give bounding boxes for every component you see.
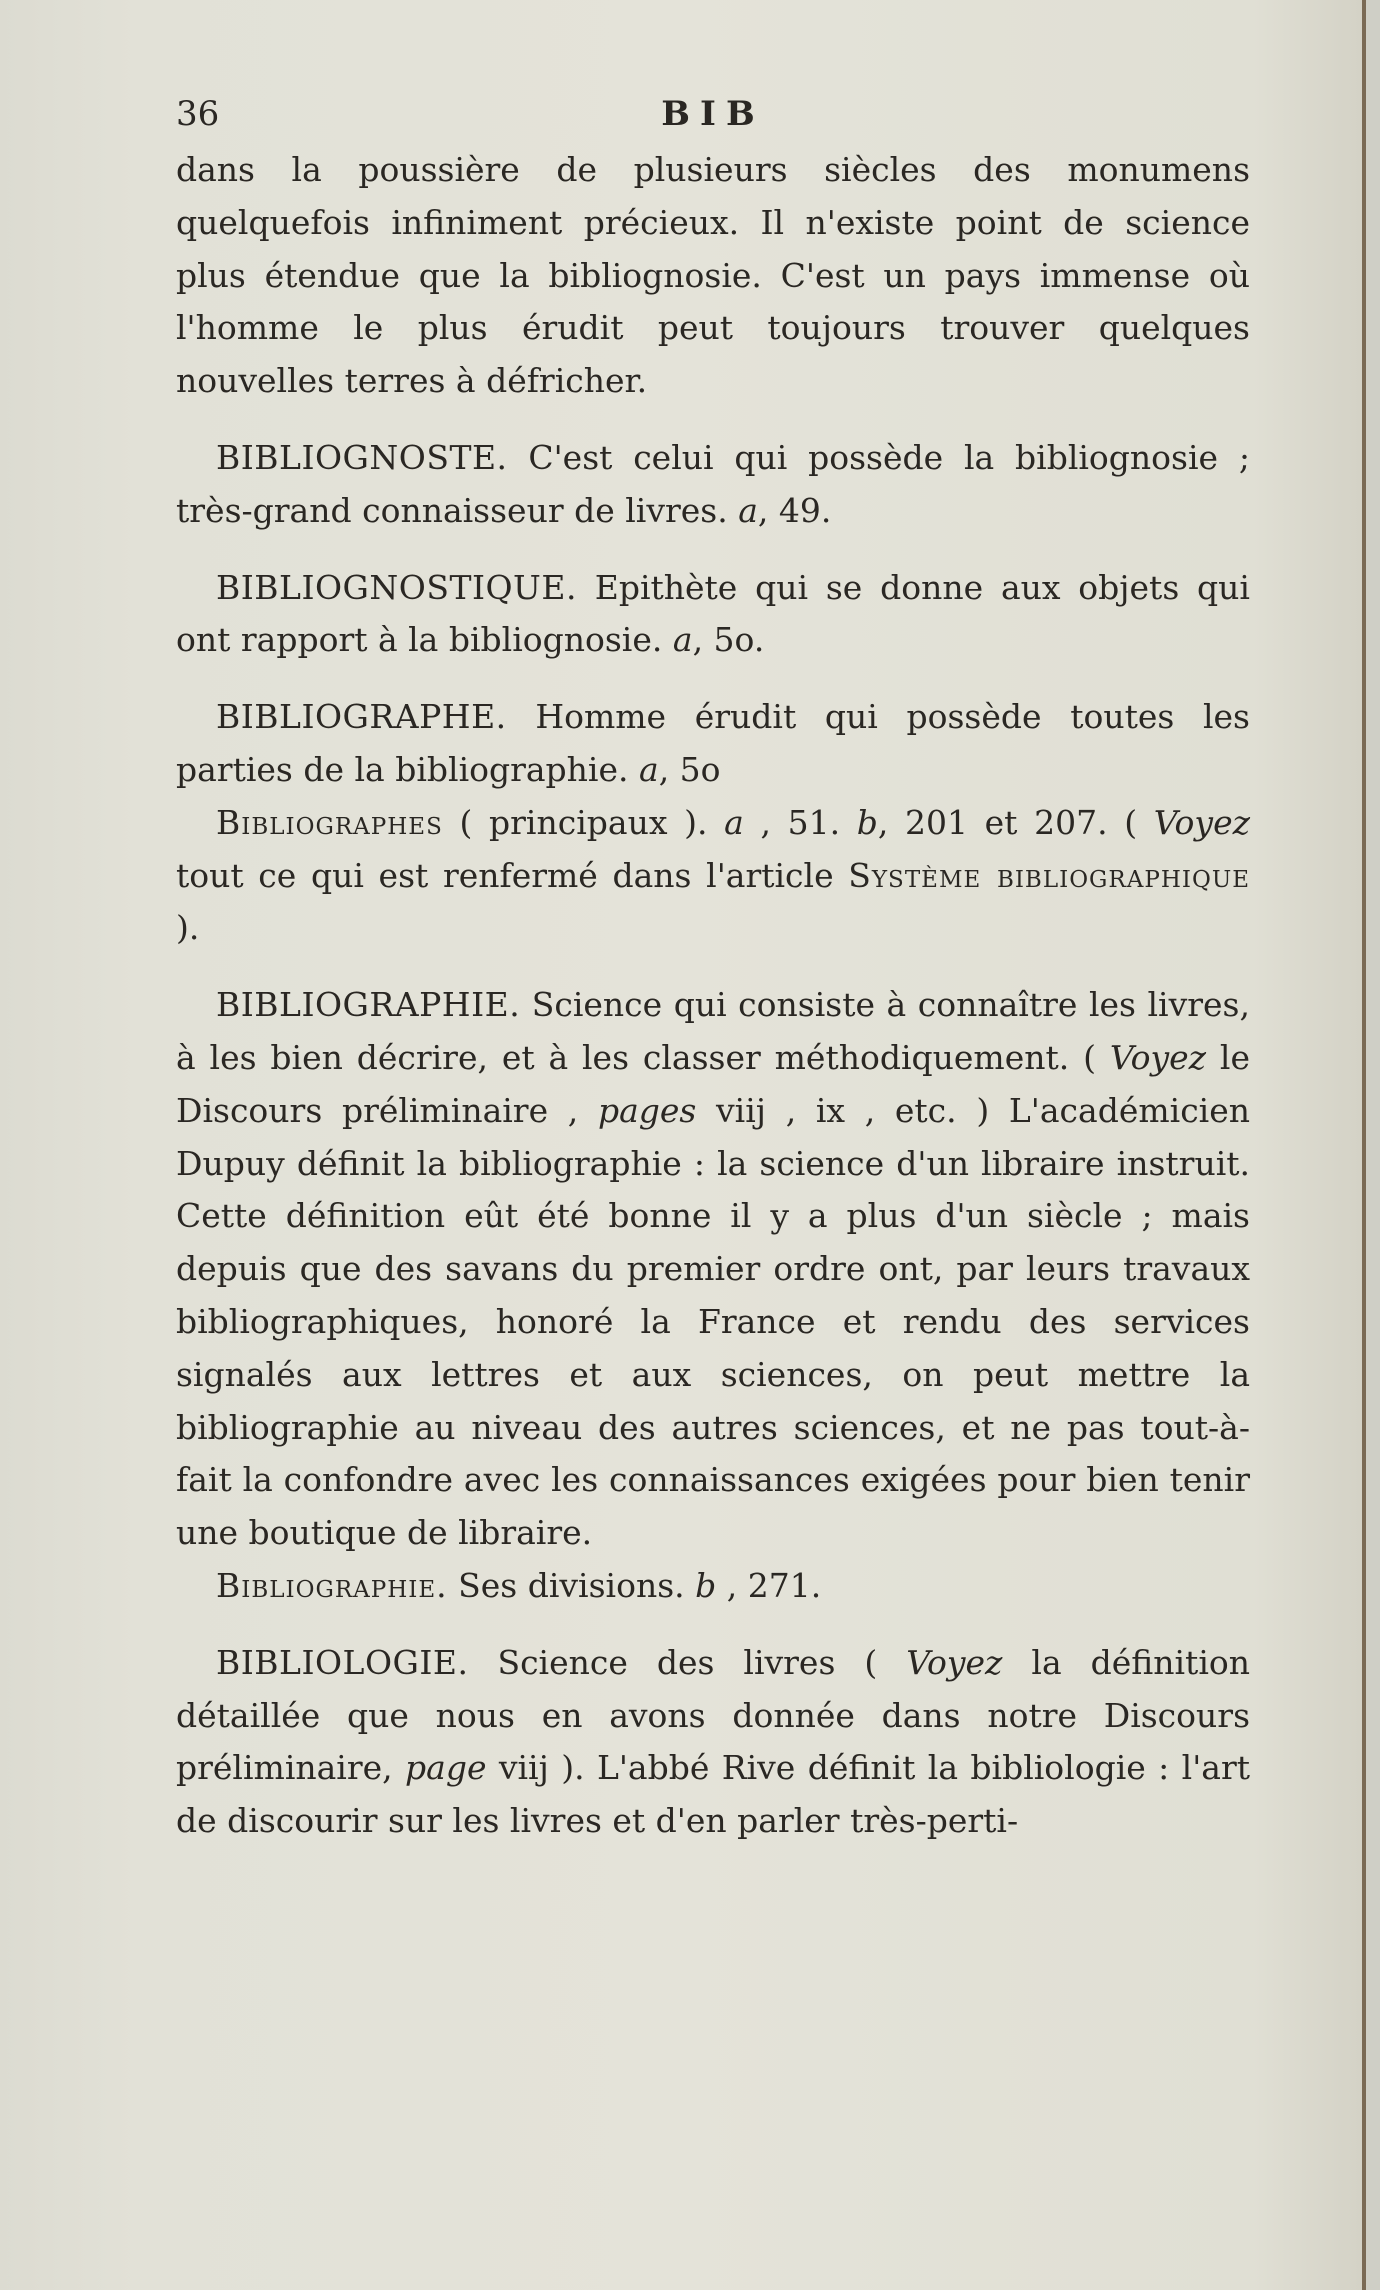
ref-page: , 5o [658,749,721,789]
entry-body: Science qui consiste à connaître les livres, à les bien décrire, et à les classer méthodiquement. ( [176,985,1250,1077]
ref-page: , 49. [757,490,832,530]
headword: BIBLIOGNOSTE. [216,437,508,477]
entry-body: ( principaux ). [442,802,725,842]
pages-label: pages [597,1090,697,1130]
entry-body: la définition détaillée que nous en avons donnée dans notre Discours préliminaire, [176,1642,1250,1788]
entry-bibliographe [176,691,1250,797]
voyez-label: Voyez [906,1642,1003,1682]
entry-body: le Discours préliminaire , [176,1037,1251,1130]
page-label: page [405,1748,487,1788]
page-number: 36 [176,94,220,134]
ref-letter: a [672,620,693,660]
entry-bibliognostique [176,562,1250,668]
ref-letter: b [695,1565,717,1605]
entry-bibliognoste [176,432,1250,538]
entry-body: Ses divisions. [447,1565,696,1605]
entry-bibliographes [176,797,1250,955]
continuation-paragraph: dans la poussière de plusieurs siècles des monumens quelquefois infiniment précieux. Il n'existe point de science plus étendue que la bibliognosie. C'est un pays immense où l'homme le plus érudit peut toujours trouver quelques nouvelles terres à défricher. [176,150,1250,401]
voyez-label: Voyez [1109,1037,1207,1077]
entry-body: Epithète qui se donne aux objets qui ont rapport à la bibliognosie. [176,567,1250,660]
headword: Bibliographie. [216,1565,448,1605]
entry-body: C'est celui qui possède la bibliognosie ; très-grand connaisseur de livres. [176,437,1250,530]
entry-body: ). [176,908,200,948]
entry-bibliologie [176,1637,1250,1848]
entry-body: viij , ix , etc. ) L'académicien Dupuy définit la bibliographie : la science d'un libraire instruit. Cette définition eût été bonne il y a plus d'un siècle ; mais depuis que des savans du premier ordre ont, par leurs travaux bibliographiques, honoré la France et rendu des services signalés aux lettres et aux sciences, on peut mettre la bibliographie au niveau des autres sciences, et ne pas tout-à-fait la confondre avec les connaissances exigées pour bien tenir une boutique de libraire. [176,1090,1251,1553]
voyez-label: Voyez [1153,802,1250,842]
ref-page: , 51. [743,802,857,842]
ref-page: , 201 et 207. ( [877,802,1154,842]
entry-bibliographie [176,979,1250,1560]
adjacent-page [1366,0,1380,2290]
cross-reference: Système bibliographique [848,855,1250,895]
entry-body: tout ce qui est renfermé dans l'article [176,855,849,895]
entry-bibliographie-divisions [176,1560,1250,1613]
headword: BIBLIOLOGIE. [216,1642,469,1682]
headword: BIBLIOGRAPHE. [216,697,507,737]
entry-body: Homme érudit qui possède toutes les parties de la bibliographie. [176,697,1250,789]
ref-page: , 5o. [692,620,765,660]
ref-letter: b [856,802,878,842]
ref-letter: a [738,490,758,530]
text-block [176,88,1250,1848]
running-title: BIB [661,94,765,134]
headword: Bibliographes [216,802,443,842]
ref-letter: a [724,802,744,842]
ref-letter: a [639,749,659,789]
headword: BIBLIOGRAPHIE. [216,985,521,1025]
headword: BIBLIOGNOSTIQUE. [216,567,577,607]
ref-page: , 271. [716,1565,822,1605]
running-head [176,88,1250,140]
entry-body: viij ). L'abbé Rive définit la bibliologie : l'art de discourir sur les livres et d'en parler très-perti- [176,1748,1250,1841]
entry-body: Science des livres ( [468,1642,907,1682]
